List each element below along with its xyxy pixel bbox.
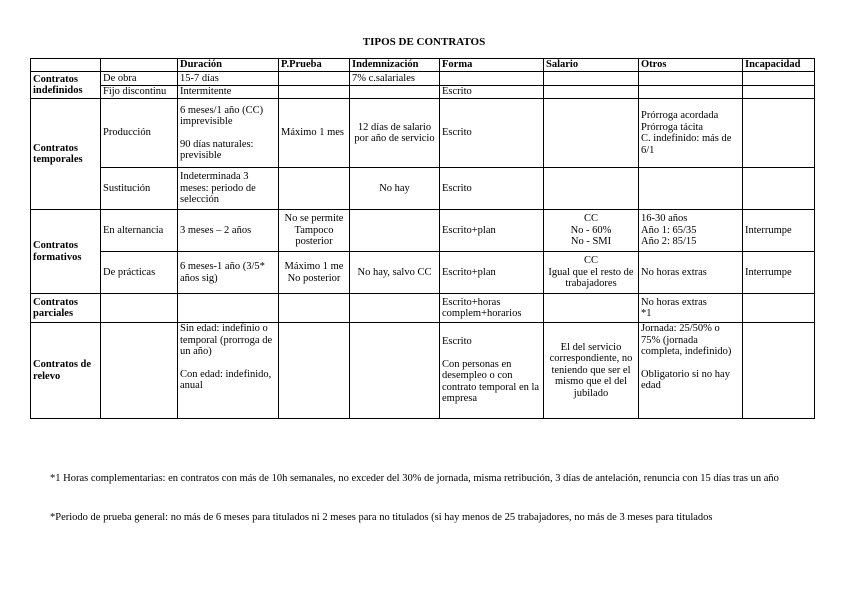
sub-fijo: Fijo discontinu [101, 86, 178, 99]
cell-duracion: 15-7 días [178, 72, 279, 86]
header-prueba: P.Prueba [279, 59, 350, 72]
header-duracion: Duración [178, 59, 279, 72]
otros-line: Prórroga acordada [641, 110, 719, 121]
otros-line: Prórroga tácita [641, 121, 704, 133]
salario-line: CC [583, 255, 598, 267]
duracion-line: 6 meses/1 año (CC) imprevisible [180, 104, 264, 127]
category-parciales: Contratos parciales [31, 294, 101, 323]
cell-duracion [178, 99, 279, 168]
salario-line: CC [583, 213, 598, 225]
table-row [31, 323, 815, 419]
footnote-horas: *1 Horas complementarias: en contratos con más de 10h semanales, no exceder del 30% de jornada, misma retribución, 3 días de antelación, renuncia con 15 días tras un año [50, 473, 779, 484]
category-formativos: Contratos formativos [31, 210, 101, 294]
cell-salario: El del servicio correspondiente, no teniendo que ser el mismo que el del jubilado [544, 323, 639, 419]
cell-salario [544, 210, 639, 252]
salario-line: No - SMI [570, 236, 612, 248]
table-row [31, 72, 815, 86]
cell-duracion: 6 meses-1 año (3/5* años sig) [178, 252, 279, 294]
cell-duracion: 3 meses – 2 años [178, 210, 279, 252]
cell-forma: Escrito+plan [440, 252, 544, 294]
forma-line: Escrito [442, 336, 472, 348]
cell-prueba: Máximo 1 me No posterior [279, 252, 350, 294]
otros-line: *1 [641, 308, 652, 319]
cell-incapacidad: Interrumpe [743, 252, 815, 294]
salario-line: No - 60% [570, 224, 612, 236]
header-otros: Otros [639, 59, 743, 72]
cell-indemnizacion: 12 días de salario por año de servicio [350, 99, 440, 168]
header-row [31, 59, 815, 72]
cell-incapacidad: Interrumpe [743, 210, 815, 252]
otros-line: Obligatorio si no hay edad [641, 368, 730, 391]
cell-otros [639, 99, 743, 168]
header-salario: Salario [544, 59, 639, 72]
otros-line: 16-30 años [641, 213, 688, 225]
page-title: TIPOS DE CONTRATOS [362, 36, 486, 48]
cell-salario [544, 252, 639, 294]
cell-duracion [178, 323, 279, 419]
cell-indemnizacion: 7% c.salariales [350, 72, 440, 86]
cell-prueba: No se permite Tampoco posterior [279, 210, 350, 252]
cell-duracion: Indeterminada 3 meses: periodo de selección [178, 168, 279, 210]
cell-otros [639, 210, 743, 252]
cell-otros: No horas extras [639, 252, 743, 294]
cell-forma: Escrito+plan [440, 210, 544, 252]
cell-forma: Escrito+horas complem+horarios [440, 294, 544, 323]
category-indefinidos: Contratos indefinidos [31, 72, 101, 99]
contracts-table [30, 58, 815, 419]
cell-prueba: Máximo 1 mes [279, 99, 350, 168]
header-incapacidad: Incapacidad [743, 59, 815, 72]
forma-line: Con personas en desempleo o con contrato temporal en la empresa [442, 358, 540, 405]
cell-forma: Escrito [440, 86, 544, 99]
cell-indemnizacion: No hay, salvo CC [350, 252, 440, 294]
header-indemnizacion: Indemnización [350, 59, 440, 72]
header-forma: Forma [440, 59, 544, 72]
sub-obra: De obra [101, 72, 178, 86]
cell-forma: Escrito [440, 168, 544, 210]
table-row [31, 99, 815, 168]
duracion-line: Sin edad: indefinio o temporal (prorroga de un año) [180, 323, 273, 357]
sub-sustitucion: Sustitución [101, 168, 178, 210]
cell-indemnizacion: No hay [350, 168, 440, 210]
category-relevo: Contratos de relevo [31, 323, 101, 419]
cell-otros [639, 323, 743, 419]
table-row [31, 294, 815, 323]
duracion-line: Con edad: indefinido, anual [180, 368, 272, 391]
cell-forma: Escrito [440, 99, 544, 168]
otros-line: C. indefinido: más de 6/1 [641, 133, 732, 156]
cell-forma [440, 323, 544, 419]
table-row [31, 168, 815, 210]
cell-duracion: Intermitente [178, 86, 279, 99]
otros-line: Año 2: 85/15 [641, 236, 697, 248]
table-row [31, 86, 815, 99]
otros-line: Jornada: 25/50% o 75% (jornada completa, indefinido) [641, 323, 732, 357]
table-row [31, 210, 815, 252]
table-row [31, 252, 815, 294]
category-temporales: Contratos temporales [31, 99, 101, 210]
cell-otros [639, 294, 743, 323]
duracion-line: 90 días naturales: previsible [180, 138, 254, 161]
otros-line: No horas extras [641, 296, 707, 308]
salario-line: Igual que el resto de trabajadores [548, 266, 634, 290]
sub-alternancia: En alternancia [101, 210, 178, 252]
footnote-prueba: *Periodo de prueba general: no más de 6 meses para titulados ni 2 meses para no titulados (si hay menos de 25 trabajadores, no más de 3 meses para titulados [50, 512, 713, 523]
otros-line: Año 1: 65/35 [641, 224, 697, 236]
sub-produccion: Producción [101, 99, 178, 168]
sub-practicas: De prácticas [101, 252, 178, 294]
